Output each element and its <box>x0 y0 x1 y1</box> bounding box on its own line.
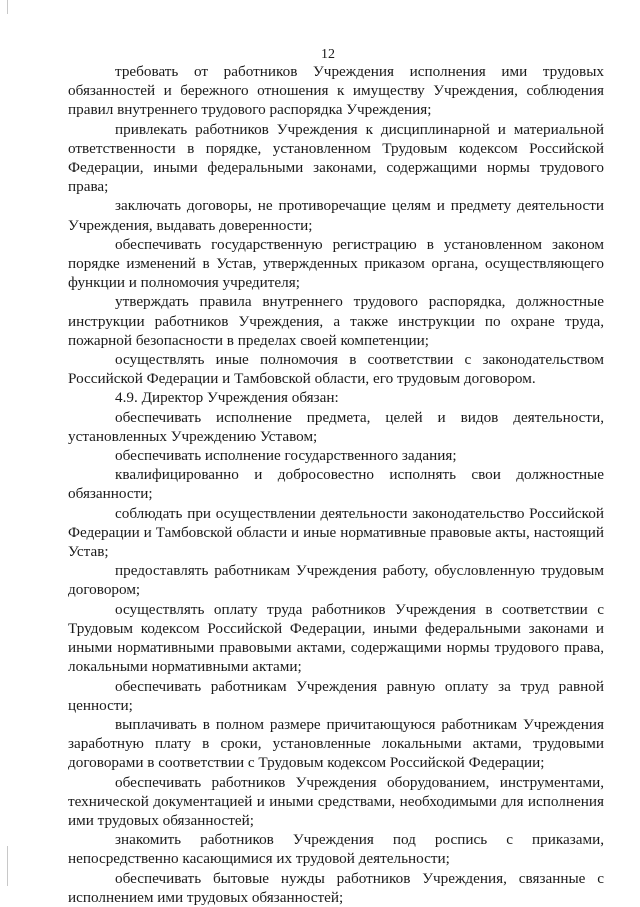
paragraph: соблюдать при осуществлении деятельности законодательство Российской Федерации и Тамбовской области и иные нормативные правовые акты, настоящий Устав; <box>68 504 604 561</box>
paragraph: заключать договоры, не противоречащие целям и предмету деятельности Учреждения, выдавать доверенности; <box>68 197 604 234</box>
paragraph: обеспечивать работникам Учреждения равную оплату за труд равной ценности; <box>68 677 604 714</box>
paragraph: выплачивать в полном размере причитающуюся работникам Учреждения заработную плату в сроки, установленные локальными актами, трудовыми договорами в соответствии с Трудовым кодексом Российской Федерации; <box>68 715 604 772</box>
paragraph: обеспечивать государственную регистрацию в установленном законом порядке изменений в Устав, утвержденных приказом органа, осуществляющего функции и полномочия учредителя; <box>68 235 604 292</box>
section-heading: 4.9. Директор Учреждения обязан: <box>115 389 339 407</box>
page-number: 12 <box>321 47 335 62</box>
paragraph: требовать от работников Учреждения исполнения ими трудовых обязанностей и бережного отношения к имуществу Учреждения, соблюдения правил внутреннего трудового распорядка Учреждения; <box>68 63 604 119</box>
paragraph: утверждать правила внутреннего трудового распорядка, должностные инструкции работников Учреждения, а также инструкции по охране труда, пожарной безопасности в пределах своей компетенции; <box>68 293 604 349</box>
paragraph: привлекать работников Учреждения к дисциплинарной и материальной ответственности в порядке, установленном Трудовым кодексом Российской Федерации, иными федеральными законами, содержащими нормы трудового права; <box>68 120 604 196</box>
document-body <box>68 62 604 907</box>
paragraph: обеспечивать бытовые нужды работников Учреждения, связанные с исполнением ими трудовых обязанностей; <box>68 869 604 906</box>
paragraph: осуществлять иные полномочия в соответствии с законодательством Российской Федерации и Тамбовской области, его трудовым договором. <box>68 351 604 388</box>
paragraph: квалифицированно и добросовестно исполнять свои должностные обязанности; <box>68 466 604 503</box>
paragraph: предоставлять работникам Учреждения работу, обусловленную трудовым договором; <box>68 562 604 599</box>
paragraph: обеспечивать исполнение государственного задания; <box>115 447 457 465</box>
paragraph: знакомить работников Учреждения под роспись с приказами, непосредственно касающимися их трудовой деятельности; <box>68 831 604 868</box>
paragraph: обеспечивать исполнение предмета, целей и видов деятельности, установленных Учреждению Уставом; <box>68 408 604 445</box>
scan-edge-top <box>7 0 8 14</box>
paragraph: обеспечивать работников Учреждения оборудованием, инструментами, технической документацией и иными средствами, необходимыми для исполнения ими трудовых обязанностей; <box>68 773 604 829</box>
paragraph: осуществлять оплату труда работников Учреждения в соответствии с Трудовым кодексом Российской Федерации, иными федеральными законами и иными нормативными правовыми актами, содержащими нормы трудового права, локальными нормативными актами; <box>68 600 604 676</box>
scan-edge-bottom <box>7 846 8 886</box>
